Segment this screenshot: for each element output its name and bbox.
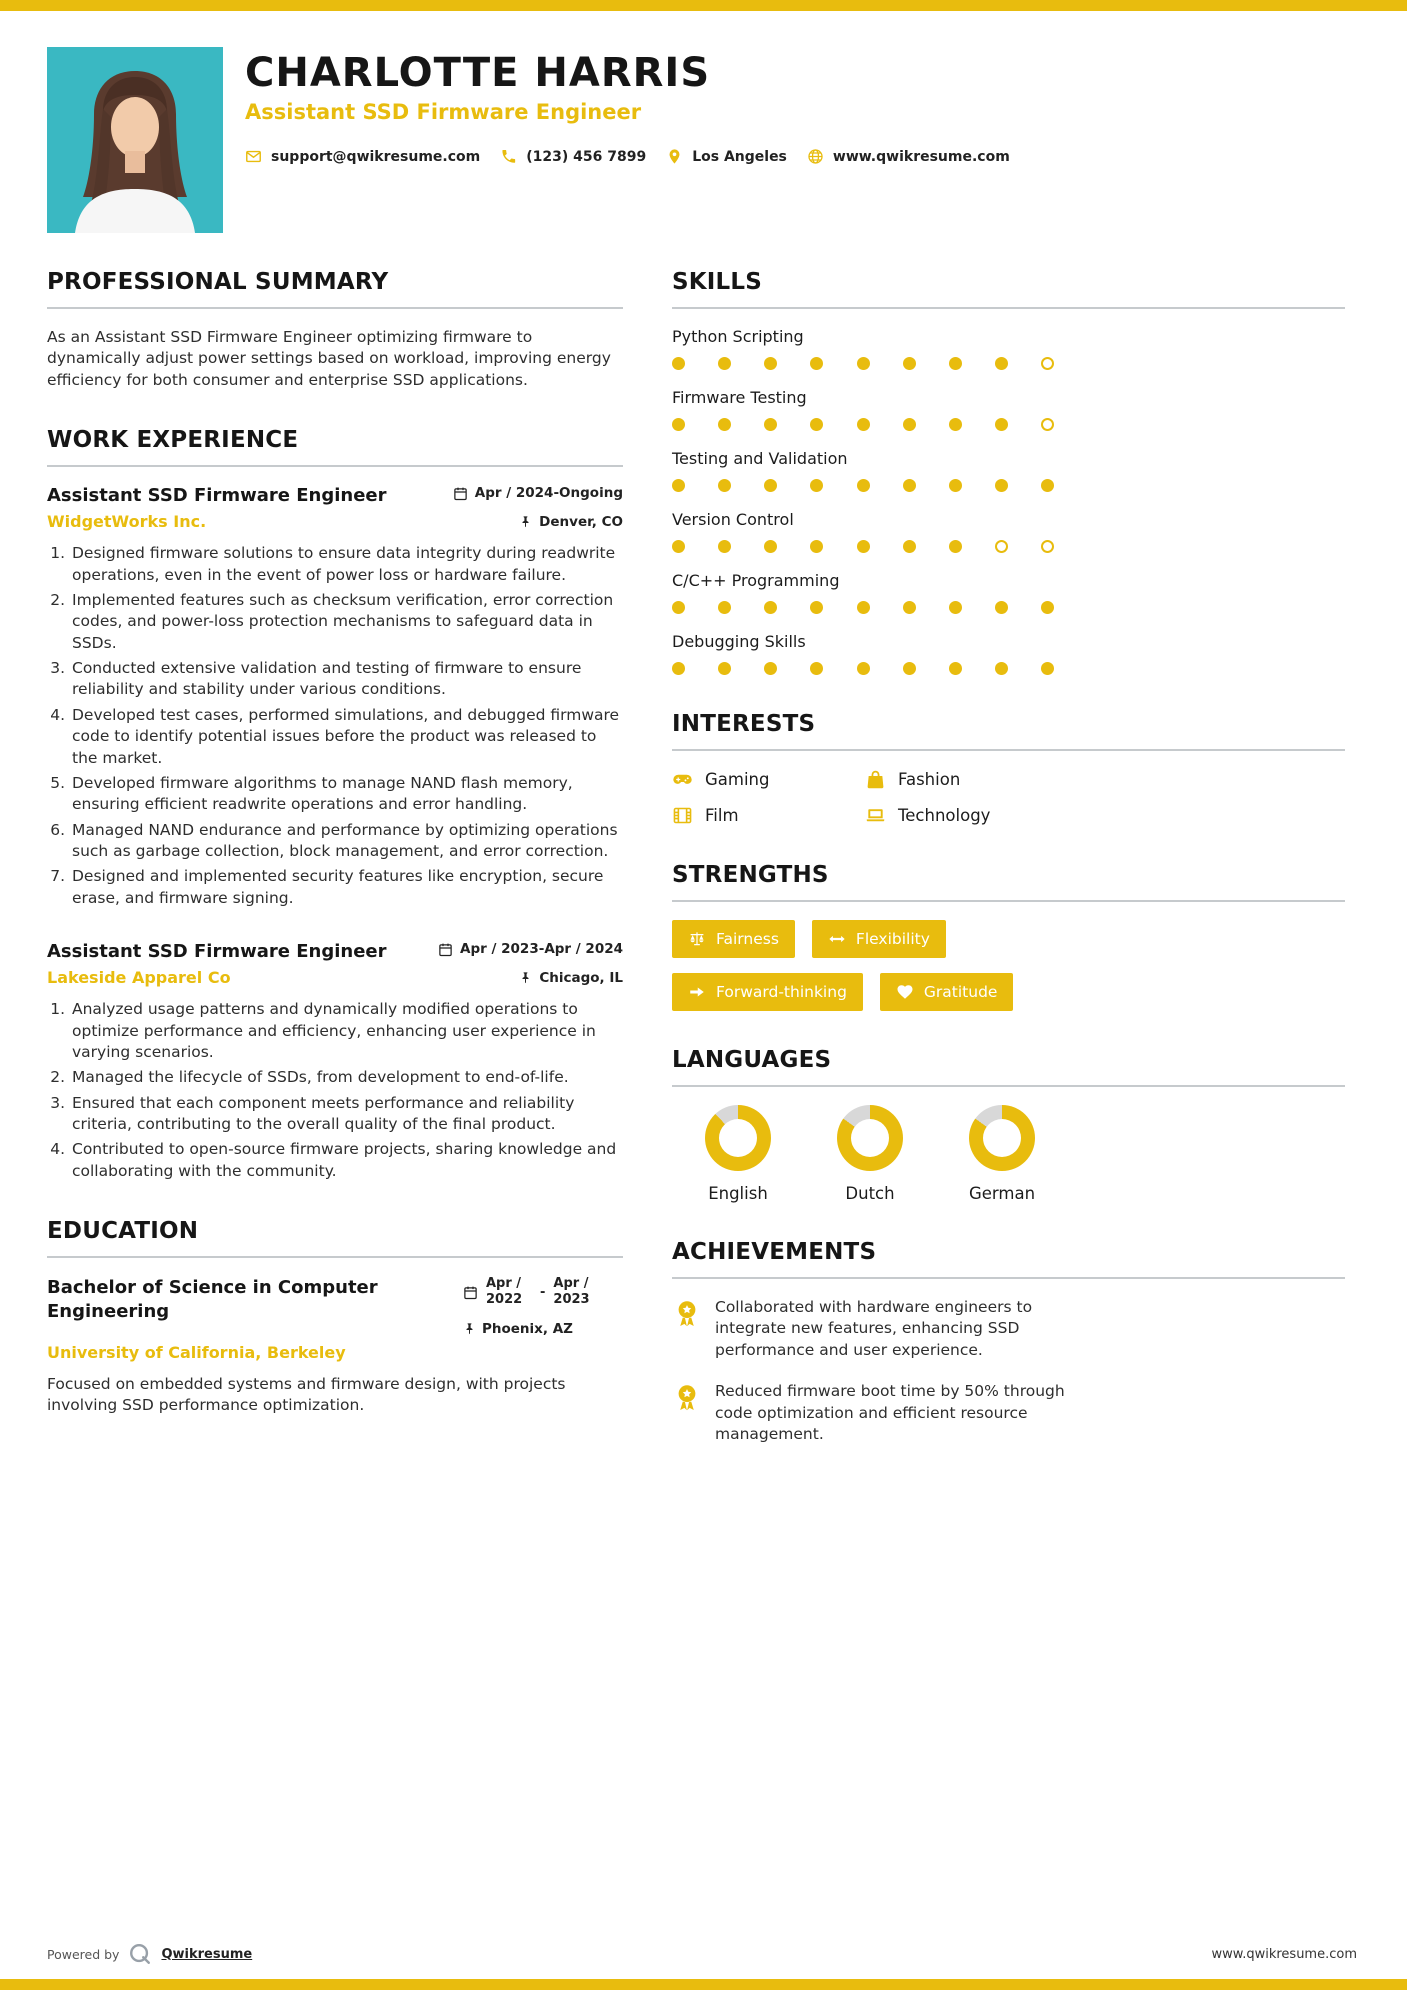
job-bullet: 6. Managed NAND endurance and performance by optimizing operations such as garbage collection, block management, and error correction. — [70, 820, 623, 863]
contact-item — [500, 148, 646, 165]
skill-dot-empty — [1041, 357, 1054, 370]
skill-dot-filled — [903, 540, 916, 553]
education-date-end: Apr / 2023 — [553, 1276, 590, 1308]
job-dates-text: Apr / 2024-Ongoing — [474, 485, 623, 502]
skills-heading: SKILLS — [672, 269, 1345, 309]
achievement-item — [672, 1381, 1345, 1445]
language-item — [672, 1105, 804, 1203]
strengths-section — [672, 862, 1345, 1011]
skill-dot-filled — [995, 479, 1008, 492]
skill-level-dots — [672, 357, 1054, 370]
job-entry-2 — [47, 941, 623, 1182]
skill-dot-filled — [857, 662, 870, 675]
skill-dot-filled — [1041, 479, 1054, 492]
language-label: German — [968, 1184, 1036, 1203]
achievement-text: Collaborated with hardware engineers to integrate new features, enhancing SSD performance and user experience. — [715, 1298, 1033, 1359]
job-bullet-list — [47, 543, 623, 909]
powered-by — [47, 1942, 252, 1966]
left-column — [47, 269, 623, 1481]
company-name: Lakeside Apparel Co — [47, 968, 231, 988]
skill-dot-filled — [718, 662, 731, 675]
calendar-icon — [453, 486, 468, 501]
email-icon — [245, 148, 262, 165]
interest-item — [672, 805, 865, 826]
achievements-heading: ACHIEVEMENTS — [672, 1239, 1345, 1279]
skill-dot-filled — [718, 357, 731, 370]
calendar-icon — [463, 1285, 478, 1300]
skill-dot-filled — [718, 601, 731, 614]
education-meta — [463, 1276, 623, 1337]
skill-dot-filled — [995, 601, 1008, 614]
pushpin-icon — [519, 515, 532, 528]
interest-label: Fashion — [898, 770, 961, 789]
skill-name: Debugging Skills — [672, 632, 806, 651]
job-bullet: 5. Developed firmware algorithms to manage NAND flash memory, ensuring efficient readwrite operations and error handling. — [70, 773, 623, 816]
education-description: Focused on embedded systems and firmware design, with projects involving SSD performance optimization. — [47, 1374, 566, 1414]
education-location — [463, 1321, 573, 1337]
contact-value[interactable]: support@qwikresume.com — [271, 148, 481, 165]
skill-dot-filled — [672, 479, 685, 492]
candidate-name: CHARLOTTE HARRIS — [245, 50, 711, 96]
education-dates — [463, 1276, 599, 1309]
footer-website[interactable]: www.qwikresume.com — [1211, 1946, 1357, 1962]
languages-section — [672, 1047, 1345, 1203]
arrows-icon — [828, 930, 846, 948]
handbag-icon — [865, 769, 886, 790]
skill-item — [672, 510, 1345, 553]
strength-badge — [812, 920, 946, 958]
skill-dot-filled — [949, 662, 962, 675]
skill-dot-filled — [672, 662, 685, 675]
skill-dot-empty — [1041, 418, 1054, 431]
skill-name: Testing and Validation — [672, 449, 848, 468]
skill-name: Firmware Testing — [672, 388, 807, 407]
work-experience-heading: WORK EXPERIENCE — [47, 427, 623, 467]
skill-name: C/C++ Programming — [672, 571, 840, 590]
skill-item — [672, 327, 1345, 370]
language-level-donut — [705, 1105, 771, 1171]
contact-item — [245, 148, 480, 165]
education-date-start: Apr / 2022 — [486, 1276, 523, 1308]
skill-dot-filled — [903, 357, 916, 370]
achievement-text: Reduced firmware boot time by 50% through code optimization and efficient resource management. — [715, 1382, 1065, 1443]
arrow-icon — [688, 983, 706, 1001]
education-heading: EDUCATION — [47, 1218, 623, 1258]
strength-badge — [672, 920, 795, 958]
pushpin-icon — [463, 1322, 476, 1335]
globe-icon — [807, 148, 824, 165]
calendar-icon — [438, 942, 453, 957]
skill-dot-filled — [672, 540, 685, 553]
education-section — [47, 1218, 623, 1416]
skill-dot-filled — [764, 662, 777, 675]
skill-item — [672, 571, 1345, 614]
skill-dot-filled — [857, 357, 870, 370]
interests-list — [672, 769, 1345, 826]
professional-summary-section — [47, 269, 623, 391]
language-item — [936, 1105, 1068, 1203]
language-label: Dutch — [845, 1184, 895, 1203]
heart-icon — [896, 983, 914, 1001]
degree-title: Bachelor of Science in Computer Engineering — [47, 1277, 378, 1323]
skill-dot-filled — [1041, 601, 1054, 614]
professional-summary-heading: PROFESSIONAL SUMMARY — [47, 269, 623, 309]
job-location-text: Chicago, IL — [539, 969, 623, 986]
skill-dot-filled — [857, 479, 870, 492]
job-title: Assistant SSD Firmware Engineer — [47, 485, 387, 507]
skill-dot-filled — [672, 357, 685, 370]
language-level-donut — [837, 1105, 903, 1171]
language-item — [804, 1105, 936, 1203]
header — [0, 11, 1407, 233]
skill-dot-filled — [810, 357, 823, 370]
skill-dot-filled — [857, 540, 870, 553]
job-location — [519, 514, 623, 530]
skills-list — [672, 327, 1345, 675]
top-accent-bar — [0, 0, 1407, 11]
film-icon — [672, 805, 693, 826]
company-name: WidgetWorks Inc. — [47, 512, 207, 532]
header-text — [245, 47, 1010, 165]
skill-item — [672, 449, 1345, 492]
job-bullet-list — [47, 999, 623, 1182]
skill-dot-filled — [718, 540, 731, 553]
language-level-donut — [969, 1105, 1035, 1171]
bottom-accent-bar — [0, 1979, 1407, 1990]
skill-dot-filled — [857, 601, 870, 614]
skill-dot-filled — [903, 601, 916, 614]
job-bullet: 3. Ensured that each component meets performance and reliability criteria, contributing to the overall quality of the final product. — [70, 1093, 623, 1136]
skill-dot-filled — [764, 418, 777, 431]
skill-level-dots — [672, 418, 1054, 431]
skill-dot-filled — [764, 357, 777, 370]
award-icon — [672, 1383, 702, 1413]
job-bullet: 4. Developed test cases, performed simulations, and debugged firmware code to identify potential issues before the product was released to the market. — [70, 705, 623, 769]
job-title: Assistant SSD Firmware Engineer — [47, 941, 387, 963]
skill-dot-filled — [995, 357, 1008, 370]
skill-dot-filled — [810, 601, 823, 614]
interest-label: Film — [705, 806, 739, 825]
job-bullet: 1. Analyzed usage patterns and dynamically modified operations to optimize performance and efficiency, enhancing user experience in varying scenarios. — [70, 999, 623, 1063]
interest-item — [865, 769, 1058, 790]
skill-dot-filled — [764, 601, 777, 614]
interest-label: Gaming — [705, 770, 770, 789]
skill-dot-filled — [949, 540, 962, 553]
skill-dot-filled — [718, 418, 731, 431]
skill-dot-filled — [810, 540, 823, 553]
skill-dot-filled — [764, 540, 777, 553]
interests-heading: INTERESTS — [672, 711, 1345, 751]
main-content — [0, 233, 1407, 1481]
job-bullet: 2. Implemented features such as checksum verification, error correction codes, and power-loss protection mechanisms to safeguard data in SSDs. — [70, 590, 623, 654]
gamepad-icon — [672, 769, 693, 790]
job-bullet: 7. Designed and implemented security features like encryption, secure erase, and firmware signing. — [70, 866, 623, 909]
job-location — [519, 970, 623, 986]
strength-badge — [672, 973, 863, 1011]
contact-item — [666, 148, 787, 165]
skill-level-dots — [672, 662, 1054, 675]
phone-icon — [500, 148, 517, 165]
skill-dot-filled — [810, 662, 823, 675]
professional-summary-text: As an Assistant SSD Firmware Engineer optimizing firmware to dynamically adjust power settings based on workload, improving energy efficiency for both consumer and enterprise SSD applications. — [47, 328, 611, 389]
candidate-title: Assistant SSD Firmware Engineer — [245, 100, 642, 124]
skill-level-dots — [672, 601, 1054, 614]
strength-label: Flexibility — [855, 930, 930, 948]
skill-dot-filled — [810, 479, 823, 492]
job-entry-1 — [47, 485, 623, 909]
strength-label: Forward-thinking — [716, 983, 847, 1001]
skill-dot-filled — [995, 418, 1008, 431]
interest-label: Technology — [898, 806, 991, 825]
achievements-list — [672, 1297, 1345, 1445]
skill-name: Version Control — [672, 510, 794, 529]
job-bullet: 4. Contributed to open-source firmware projects, sharing knowledge and collaborating with the community. — [70, 1139, 623, 1182]
work-experience-section — [47, 427, 623, 1182]
strength-label: Fairness — [716, 930, 779, 948]
profile-photo — [47, 47, 223, 233]
contact-value[interactable]: www.qwikresume.com — [832, 148, 1010, 165]
contact-value[interactable]: (123) 456 7899 — [526, 148, 647, 165]
achievement-item — [672, 1297, 1345, 1361]
languages-heading: LANGUAGES — [672, 1047, 1345, 1087]
location-pin-icon — [666, 148, 683, 165]
interest-item — [672, 769, 865, 790]
contact-value[interactable]: Los Angeles — [692, 148, 787, 165]
job-location-text: Denver, CO — [539, 513, 623, 530]
skill-name: Python Scripting — [672, 327, 804, 346]
interests-section — [672, 711, 1345, 826]
job-bullet: 2. Managed the lifecycle of SSDs, from development to end-of-life. — [70, 1067, 623, 1088]
strength-badge — [880, 973, 1014, 1011]
education-date-separator: - — [540, 1284, 546, 1300]
skill-dot-filled — [718, 479, 731, 492]
qwikresume-link[interactable]: Qwikresume — [161, 1946, 253, 1962]
footer — [47, 1942, 1357, 1966]
skill-dot-filled — [949, 601, 962, 614]
contact-item — [807, 148, 1010, 165]
skill-dot-filled — [949, 479, 962, 492]
skills-section — [672, 269, 1345, 675]
job-dates — [453, 485, 623, 501]
skill-dot-empty — [995, 540, 1008, 553]
skill-dot-filled — [949, 357, 962, 370]
skill-dot-filled — [810, 418, 823, 431]
job-dates — [438, 941, 623, 957]
scale-icon — [688, 930, 706, 948]
job-dates-text: Apr / 2023-Apr / 2024 — [460, 941, 623, 958]
skill-dot-filled — [764, 479, 777, 492]
pushpin-icon — [519, 971, 532, 984]
education-location-text: Phoenix, AZ — [482, 1320, 573, 1337]
achievements-section — [672, 1239, 1345, 1445]
skill-dot-filled — [903, 479, 916, 492]
strengths-list — [672, 920, 1072, 1011]
powered-by-label: Powered by — [47, 1946, 120, 1962]
skill-dot-filled — [672, 601, 685, 614]
school-name: University of California, Berkeley — [47, 1342, 346, 1362]
qwikresume-logo-icon — [128, 1942, 152, 1966]
interest-item — [865, 805, 1058, 826]
job-bullet: 1. Designed firmware solutions to ensure data integrity during readwrite operations, even in the event of power loss or hardware failure. — [70, 543, 623, 586]
award-icon — [672, 1299, 702, 1329]
profile-photo-illustration — [47, 47, 223, 233]
skill-dot-empty — [1041, 540, 1054, 553]
skill-dot-filled — [903, 418, 916, 431]
skill-dot-filled — [672, 418, 685, 431]
skill-dot-filled — [1041, 662, 1054, 675]
strengths-heading: STRENGTHS — [672, 862, 1345, 902]
right-column — [672, 269, 1345, 1481]
skill-level-dots — [672, 479, 1054, 492]
skill-dot-filled — [949, 418, 962, 431]
strength-label: Gratitude — [923, 983, 998, 1001]
job-bullet: 3. Conducted extensive validation and testing of firmware to ensure reliability and stability under various conditions. — [70, 658, 623, 701]
skill-dot-filled — [857, 418, 870, 431]
skill-item — [672, 388, 1345, 431]
language-label: English — [708, 1184, 768, 1203]
skill-dot-filled — [995, 662, 1008, 675]
laptop-icon — [865, 805, 886, 826]
skill-level-dots — [672, 540, 1054, 553]
skill-dot-filled — [903, 662, 916, 675]
skill-item — [672, 632, 1345, 675]
languages-list — [672, 1105, 1345, 1203]
contact-row — [245, 148, 1010, 165]
